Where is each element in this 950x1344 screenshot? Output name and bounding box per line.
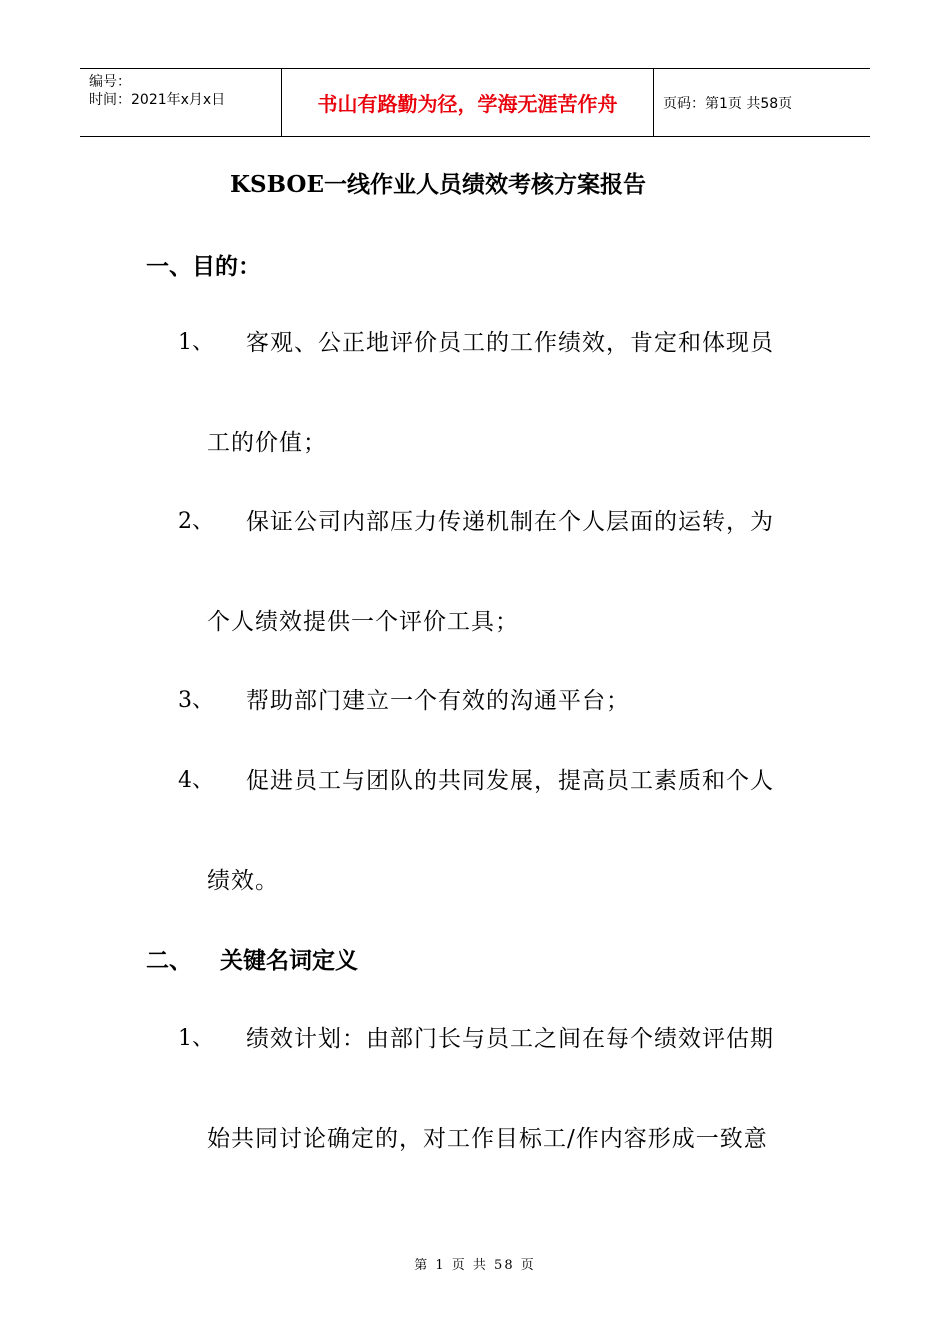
- item-text-line: 始共同讨论确定的，对工作目标工/作内容形成一致意: [207, 1126, 768, 1152]
- item-number: 1、: [178, 330, 214, 355]
- item-text-line: 促进员工与团队的共同发展，提高员工素质和个人: [246, 768, 774, 794]
- item-text-line: 个人绩效提供一个评价工具；: [207, 609, 519, 635]
- serial-label: 编号：: [89, 74, 131, 90]
- section-heading-definitions: [146, 946, 358, 976]
- document-title: KSBOE一线作业人员绩效考核方案报告: [229, 171, 647, 198]
- item-text-line: 绩效计划：由部门长与员工之间在每个绩效评估期: [246, 1026, 774, 1052]
- item-text-line: 保证公司内部压力传递机制在个人层面的运转，为: [246, 509, 774, 535]
- item-number: 3、: [178, 688, 214, 713]
- item-number: 1、: [178, 1026, 214, 1051]
- item-text-line: 绩效。: [207, 868, 279, 894]
- header-table: [80, 68, 870, 137]
- section-number: 二、: [146, 948, 192, 974]
- item-number: 4、: [178, 768, 214, 793]
- section-number: 一、: [146, 254, 192, 280]
- header-meta: [80, 69, 281, 136]
- page-footer: 第 1 页 共 58 页: [414, 1258, 536, 1273]
- header-motto: 书山有路勤为径，学海无涯苦作舟: [281, 69, 654, 136]
- section-title: 关键名词定义: [220, 948, 358, 974]
- section-heading-purpose: [146, 252, 261, 282]
- item-text-line: 客观、公正地评价员工的工作绩效，肯定和体现员: [246, 330, 774, 356]
- item-text-line: 帮助部门建立一个有效的沟通平台；: [246, 688, 630, 714]
- section-title: 目的：: [192, 254, 261, 280]
- item-text-line: 工的价值；: [207, 430, 327, 456]
- time-label: 时间：2021年x月x日: [89, 92, 226, 108]
- item-number: 2、: [178, 509, 214, 534]
- header-page-info: 页码：第1页 共58页: [663, 95, 793, 112]
